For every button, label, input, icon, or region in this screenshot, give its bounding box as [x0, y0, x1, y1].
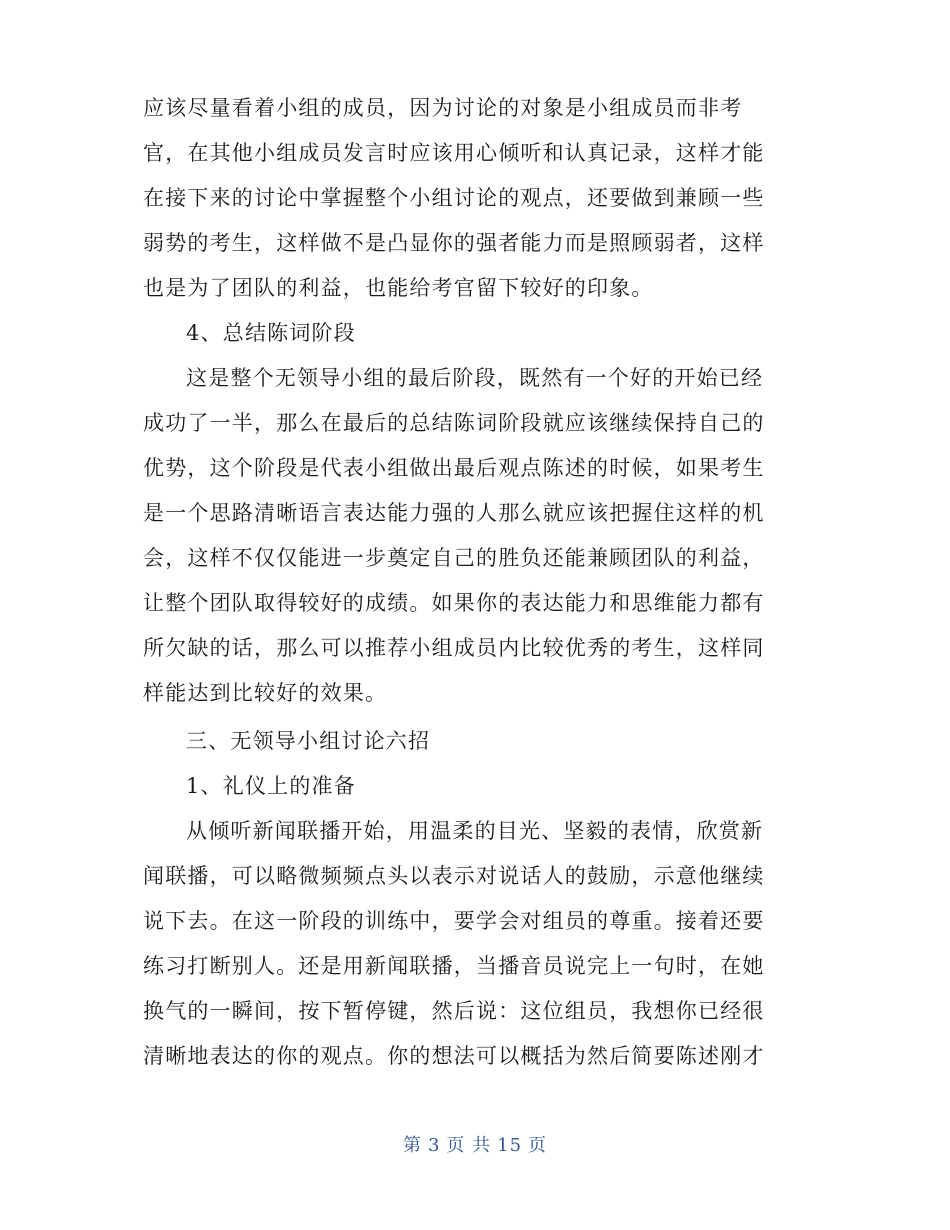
- current-page-number: 3: [427, 1135, 441, 1156]
- text-line: 弱势的考生，这样做不是凸显你的强者能力而是照顾弱者，这样: [143, 231, 765, 255]
- text-line: 也是为了团队的利益，也能给考官留下较好的印象。: [143, 276, 654, 300]
- text-line: 优势，这个阶段是代表小组做出最后观点陈述的时候，如果考生: [143, 456, 765, 480]
- text-line: 说下去。在这一阶段的训练中，要学会对组员的尊重。接着还要: [143, 909, 765, 933]
- text-line: 成功了一半，那么在最后的总结陈词阶段就应该继续保持自己的: [143, 411, 765, 435]
- text-line: 清晰地表达的你的观点。你的想法可以概括为然后简要陈述刚才: [143, 1044, 765, 1068]
- text-line: 练习打断别人。还是用新闻联播，当播音员说完上一句时，在她: [143, 954, 765, 978]
- footer-suffix: 页: [528, 1135, 548, 1156]
- text-line: 所欠缺的话，那么可以推荐小组成员内比较优秀的考生，这样同: [143, 636, 765, 660]
- footer-prefix: 第: [402, 1135, 422, 1156]
- section-heading: 1、礼仪上的准备: [186, 774, 356, 798]
- text-line: 会，这样不仅仅能进一步奠定自己的胜负还能兼顾团队的利益，: [143, 546, 765, 570]
- text-line: 让整个团队取得较好的成绩。如果你的表达能力和思维能力都有: [143, 591, 765, 615]
- text-line: 样能达到比较好的效果。: [143, 681, 388, 705]
- text-line: 应该尽量看着小组的成员，因为讨论的对象是小组成员而非考: [143, 96, 743, 120]
- text-line: 在接下来的讨论中掌握整个小组讨论的观点，还要做到兼顾一些: [143, 186, 765, 210]
- text-line: 从倾听新闻联播开始，用温柔的目光、坚毅的表情，欣赏新: [186, 819, 764, 843]
- section-heading: 4、总结陈词阶段: [186, 321, 356, 345]
- page-number-footer: [0, 1133, 950, 1159]
- text-line: 这是整个无领导小组的最后阶段，既然有一个好的开始已经: [186, 366, 764, 390]
- total-pages-number: 15: [497, 1135, 523, 1156]
- footer-middle: 页 共: [446, 1135, 492, 1156]
- text-line: 换气的一瞬间，按下暂停键，然后说：这位组员，我想你已经很: [143, 999, 765, 1023]
- text-line: 官，在其他小组成员发言时应该用心倾听和认真记录，这样才能: [143, 141, 765, 165]
- section-heading: 三、无领导小组讨论六招: [186, 729, 431, 753]
- text-line: 是一个思路清晰语言表达能力强的人那么就应该把握住这样的机: [143, 501, 765, 525]
- text-line: 闻联播，可以略微频频点头以表示对说话人的鼓励，示意他继续: [143, 864, 765, 888]
